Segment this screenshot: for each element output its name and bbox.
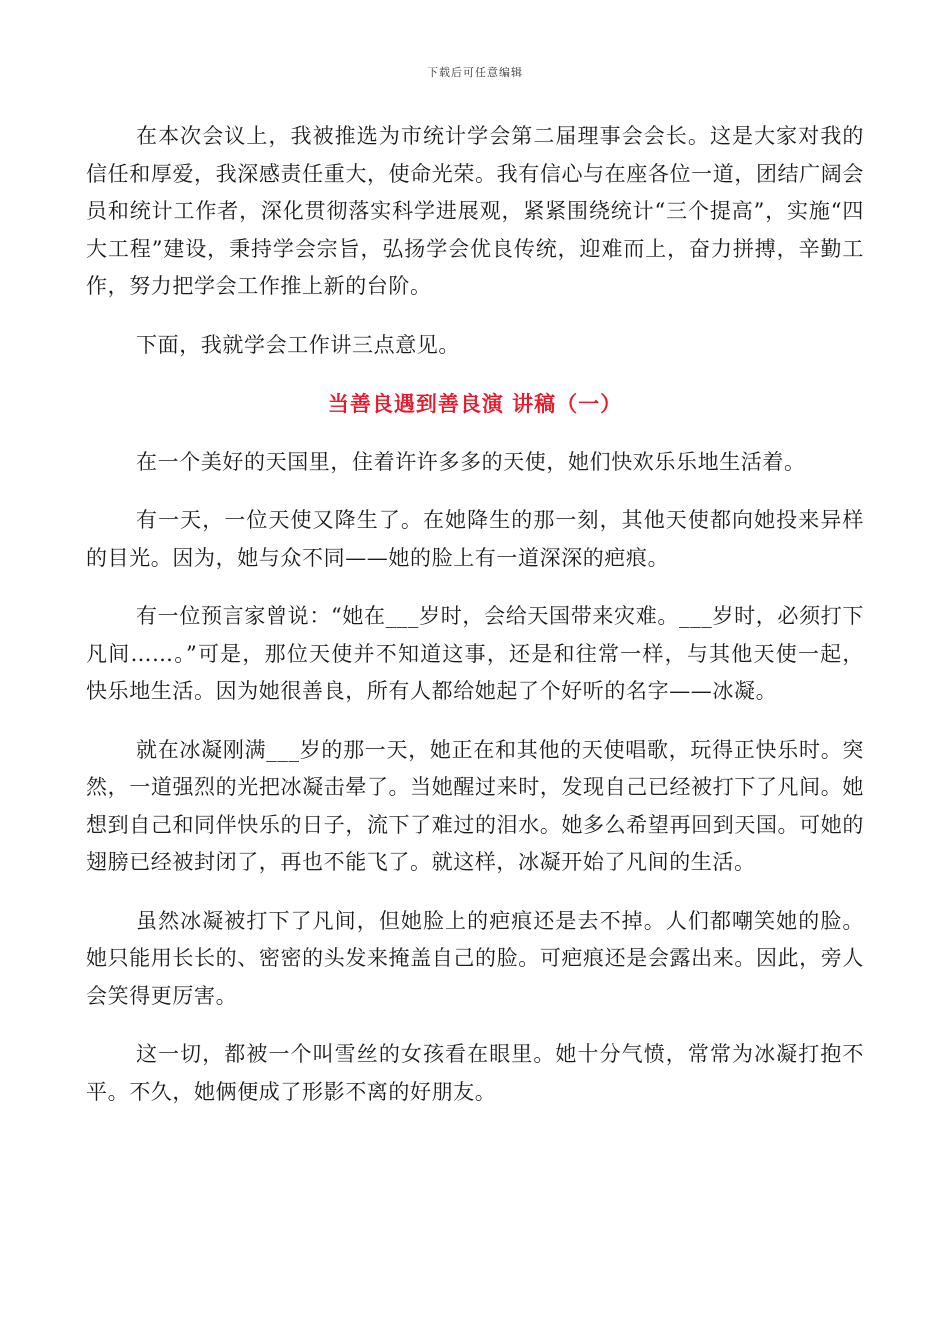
paragraph-opinions: 下面，我就学会工作讲三点意见。 bbox=[136, 332, 460, 357]
paragraph-intro: 在本次会议上，我被推选为市统计学会第二届理事会会长。这是大家对我的信任和厚爱，我深感责任重大，使命光荣。我有信心与在座各位一道，团结广阔会员和统计工作者，深化贯彻落实科学进展观，紧紧围绕统计“三个提高”，实施“四大工程”建设，秉持学会宗旨，弘扬学会优良传统，迎难而上，奋力拼搏，辛勤工作，努力把学会工作推上新的台阶。 bbox=[86, 124, 864, 298]
story-paragraph: 在一个美好的天国里，住着许许多多的天使，她们快欢乐乐地生活着。 bbox=[136, 449, 806, 474]
download-note: 下载后可任意编辑 bbox=[427, 66, 523, 79]
story-paragraph: 就在冰凝刚满___岁的那一天，她正在和其他的天使唱歌，玩得正快乐时。突然，一道强烈的光把冰凝击晕了。当她醒过来时，发现自己已经被打下了凡间。她想到自己和同伴快乐的日子，流下了难过的泪水。她多么希望再回到天国。可她的翅膀已经被封闭了，再也不能飞了。就这样，冰凝开始了凡间的生活。 bbox=[86, 737, 864, 874]
story-paragraph: 有一位预言家曾说：“她在___岁时，会给天国带来灾难。___岁时，必须打下凡间……。”可是，那位天使并不知道这事，还是和往常一样，与其他天使一起，快乐地生活。因为她很善良，所有人都给她起了个好听的名字——冰凝。 bbox=[86, 604, 864, 703]
story-paragraph: 虽然冰凝被打下了凡间，但她脸上的疤痕还是去不掉。人们都嘲笑她的脸。她只能用长长的、密密的头发来掩盖自己的脸。可疤痕还是会露出来。因此，旁人会笑得更厉害。 bbox=[86, 908, 864, 1008]
section-title: 当善良遇到善良演 讲稿（一） bbox=[327, 391, 623, 416]
document-body bbox=[86, 118, 864, 1132]
story-paragraph: 有一天，一位天使又降生了。在她降生的那一刻，其他天使都向她投来异样的目光。因为，她与众不同——她的脸上有一道深深的疤痕。 bbox=[86, 508, 864, 570]
story-paragraph: 这一切，都被一个叫雪丝的女孩看在眼里。她十分气愤，常常为冰凝打抱不平。不久，她俩便成了形影不离的好朋友。 bbox=[86, 1042, 864, 1104]
